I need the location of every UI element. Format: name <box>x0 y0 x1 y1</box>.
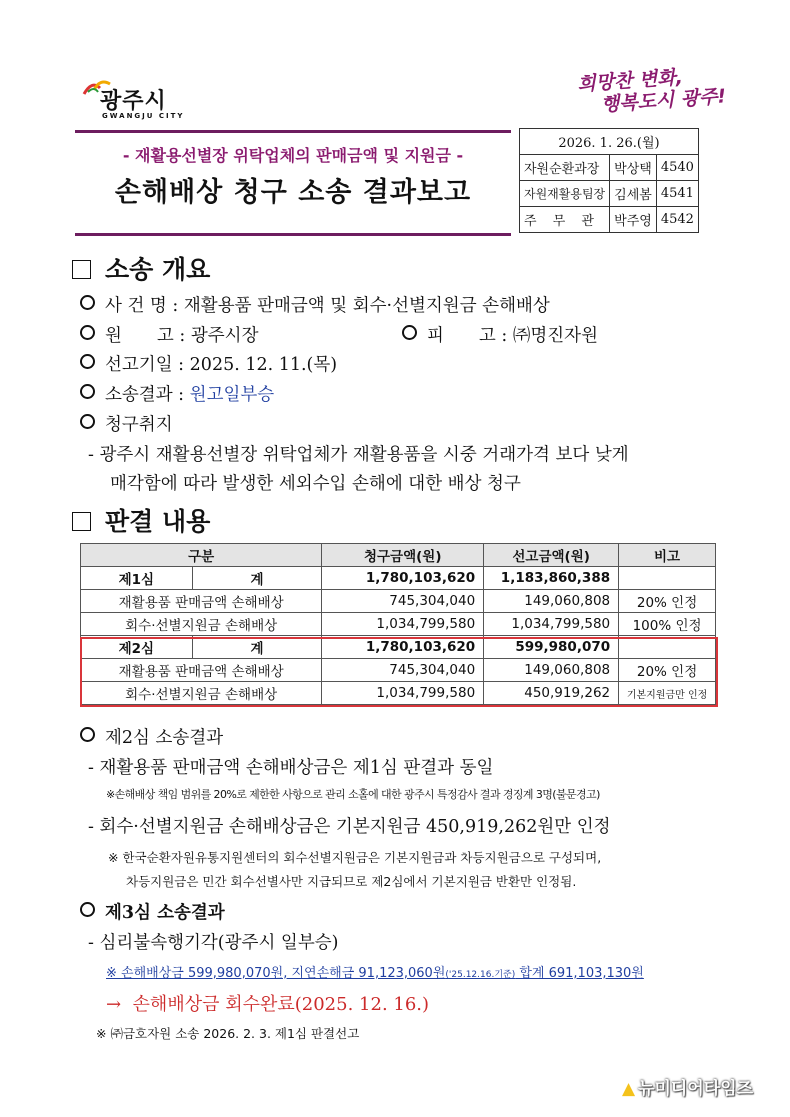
slogan-line1: 희망찬 변화, <box>576 66 684 96</box>
contact-table <box>519 128 699 233</box>
row-label: 재활용품 판매금액 손해배상 <box>81 590 322 613</box>
contact-row <box>520 155 699 181</box>
result-value: 원고일부승 <box>189 385 275 405</box>
contact-role: 주 무 관 <box>520 207 610 233</box>
award-amount: 1,183,860,388 <box>484 567 619 590</box>
circle-bullet-icon <box>80 295 95 310</box>
news-logo-icon: ▲ <box>622 1079 636 1099</box>
checkbox-square-icon <box>72 260 91 279</box>
city-logo <box>78 78 188 128</box>
contact-row <box>520 207 699 233</box>
table-row <box>81 590 716 613</box>
purpose-line: 청구취지 <box>80 411 173 436</box>
circle-bullet-icon <box>402 325 417 340</box>
row-note: 20% 인정 <box>619 659 716 682</box>
circle-bullet-icon <box>80 414 95 429</box>
second-note-1: ※손해배상 책임 범위를 20%로 제한한 사항으로 관리 소홀에 대한 광주시 특정감사 결과 경징계 3명(불문경고) <box>106 788 600 801</box>
city-slogan <box>577 62 740 117</box>
contact-row <box>520 181 699 207</box>
purpose-text-2: 매각함에 따라 발생한 세외수입 손해에 대한 배상 청구 <box>110 474 521 494</box>
document-subtitle: - 재활용선별장 위탁업체의 판매금액 및 지원금 - <box>122 146 464 165</box>
checkbox-square-icon <box>72 512 91 531</box>
contact-tel: 4542 <box>656 207 698 233</box>
claim-amount: 1,780,103,620 <box>322 567 484 590</box>
row-note: 기본지원금만 인정 <box>619 682 716 705</box>
contact-role: 자원순환과장 <box>520 155 610 181</box>
row-note <box>619 567 716 590</box>
row-label: 회수·선별지원금 손해배상 <box>81 613 322 636</box>
third-note: ※ 손해배상금 599,980,070원, 지연손해금 91,123,060원('25.12.16.기준) 합계 691,103,130원 <box>106 966 644 981</box>
award-amount: 450,919,262 <box>484 682 619 705</box>
row-note: 20% 인정 <box>619 590 716 613</box>
table-row <box>81 613 716 636</box>
column-header: 구분 <box>81 544 322 567</box>
claim-amount: 1,034,799,580 <box>322 613 484 636</box>
award-amount: 149,060,808 <box>484 590 619 613</box>
column-header: 선고금액(원) <box>484 544 619 567</box>
row-label: 재활용품 판매금액 손해배상 <box>81 659 322 682</box>
award-amount: 149,060,808 <box>484 659 619 682</box>
row-label: 제2심 <box>81 636 193 659</box>
overview-heading: 소송 개요 <box>72 250 210 286</box>
third-item-1: - 심리불속행기각(광주시 일부승) <box>88 933 339 953</box>
defendant-line: 피 고 : ㈜명진자원 <box>402 322 598 347</box>
row-sublabel: 계 <box>192 636 322 659</box>
circle-bullet-icon <box>80 384 95 399</box>
case-name-line: 사 건 명 : 재활용품 판매금액 및 회수·선별지원금 손해배상 <box>80 292 550 317</box>
recovery-complete: → 손해배상금 회수완료(2025. 12. 16.) <box>106 994 430 1015</box>
sentence-date-line: 선고기일 : 2025. 12. 11.(목) <box>80 351 337 376</box>
second-note-2a: ※ 한국순환자원유통지원센터의 회수선별지원금은 기본지원금과 차등지원금으로 구성되며, <box>108 850 602 865</box>
plaintiff-line: 원 고 : 광주시장 <box>80 322 258 347</box>
column-header: 비고 <box>619 544 716 567</box>
document-title: 손해배상 청구 소송 결과보고 <box>114 177 472 208</box>
watermark: ▲ 뉴미디어타임즈 <box>622 1079 754 1099</box>
circle-bullet-icon <box>80 902 95 917</box>
second-item-1: - 재활용품 판매금액 손해배상금은 제1심 판결과 동일 <box>88 758 494 778</box>
claim-amount: 745,304,040 <box>322 659 484 682</box>
table-header-row <box>81 544 716 567</box>
arrow-right-icon: → <box>106 994 122 1015</box>
report-date: 2026. 1. 26.(월) <box>520 129 699 155</box>
award-amount: 1,034,799,580 <box>484 613 619 636</box>
purpose-text-1: - 광주시 재활용선별장 위탁업체가 재활용품을 시중 거래가격 보다 낮게 <box>88 445 629 465</box>
logo-subtitle: GWANGJU CITY <box>102 112 185 120</box>
contact-tel: 4540 <box>656 155 698 181</box>
second-result-heading: 제2심 소송결과 <box>80 724 223 749</box>
claim-amount: 1,780,103,620 <box>322 636 484 659</box>
row-label: 회수·선별지원금 손해배상 <box>81 682 322 705</box>
column-header: 청구금액(원) <box>322 544 484 567</box>
circle-bullet-icon <box>80 727 95 742</box>
third-result-heading: 제3심 소송결과 <box>80 899 225 924</box>
contact-tel: 4541 <box>656 181 698 207</box>
footnote: ※ ㈜금호자원 소송 2026. 2. 3. 제1심 판결선고 <box>96 1026 360 1041</box>
circle-bullet-icon <box>80 325 95 340</box>
judgment-heading: 판결 내용 <box>72 502 210 538</box>
contact-name: 박주영 <box>610 207 657 233</box>
result-line: 소송결과 : 원고일부승 <box>80 381 274 406</box>
row-sublabel: 계 <box>192 567 322 590</box>
row-note: 100% 인정 <box>619 613 716 636</box>
contact-name: 박상택 <box>610 155 657 181</box>
row-label: 제1심 <box>81 567 193 590</box>
contact-name: 김세봄 <box>610 181 657 207</box>
contact-role: 자원재활용팀장 <box>520 181 610 207</box>
logo-name: 광주시 <box>100 89 167 114</box>
second-item-2: - 회수·선별지원금 손해배상금은 기본지원금 450,919,262원만 인정 <box>88 817 611 837</box>
second-instance-highlight <box>80 637 718 707</box>
table-row <box>81 567 716 590</box>
award-amount: 599,980,070 <box>484 636 619 659</box>
circle-bullet-icon <box>80 354 95 369</box>
claim-amount: 1,034,799,580 <box>322 682 484 705</box>
slogan-line2: 행복도시 광주! <box>600 85 727 116</box>
claim-amount: 745,304,040 <box>322 590 484 613</box>
second-note-2b: 차등지원금은 민간 회수선별사만 지급되므로 제2심에서 기본지원금 반환만 인정됨. <box>126 874 577 889</box>
